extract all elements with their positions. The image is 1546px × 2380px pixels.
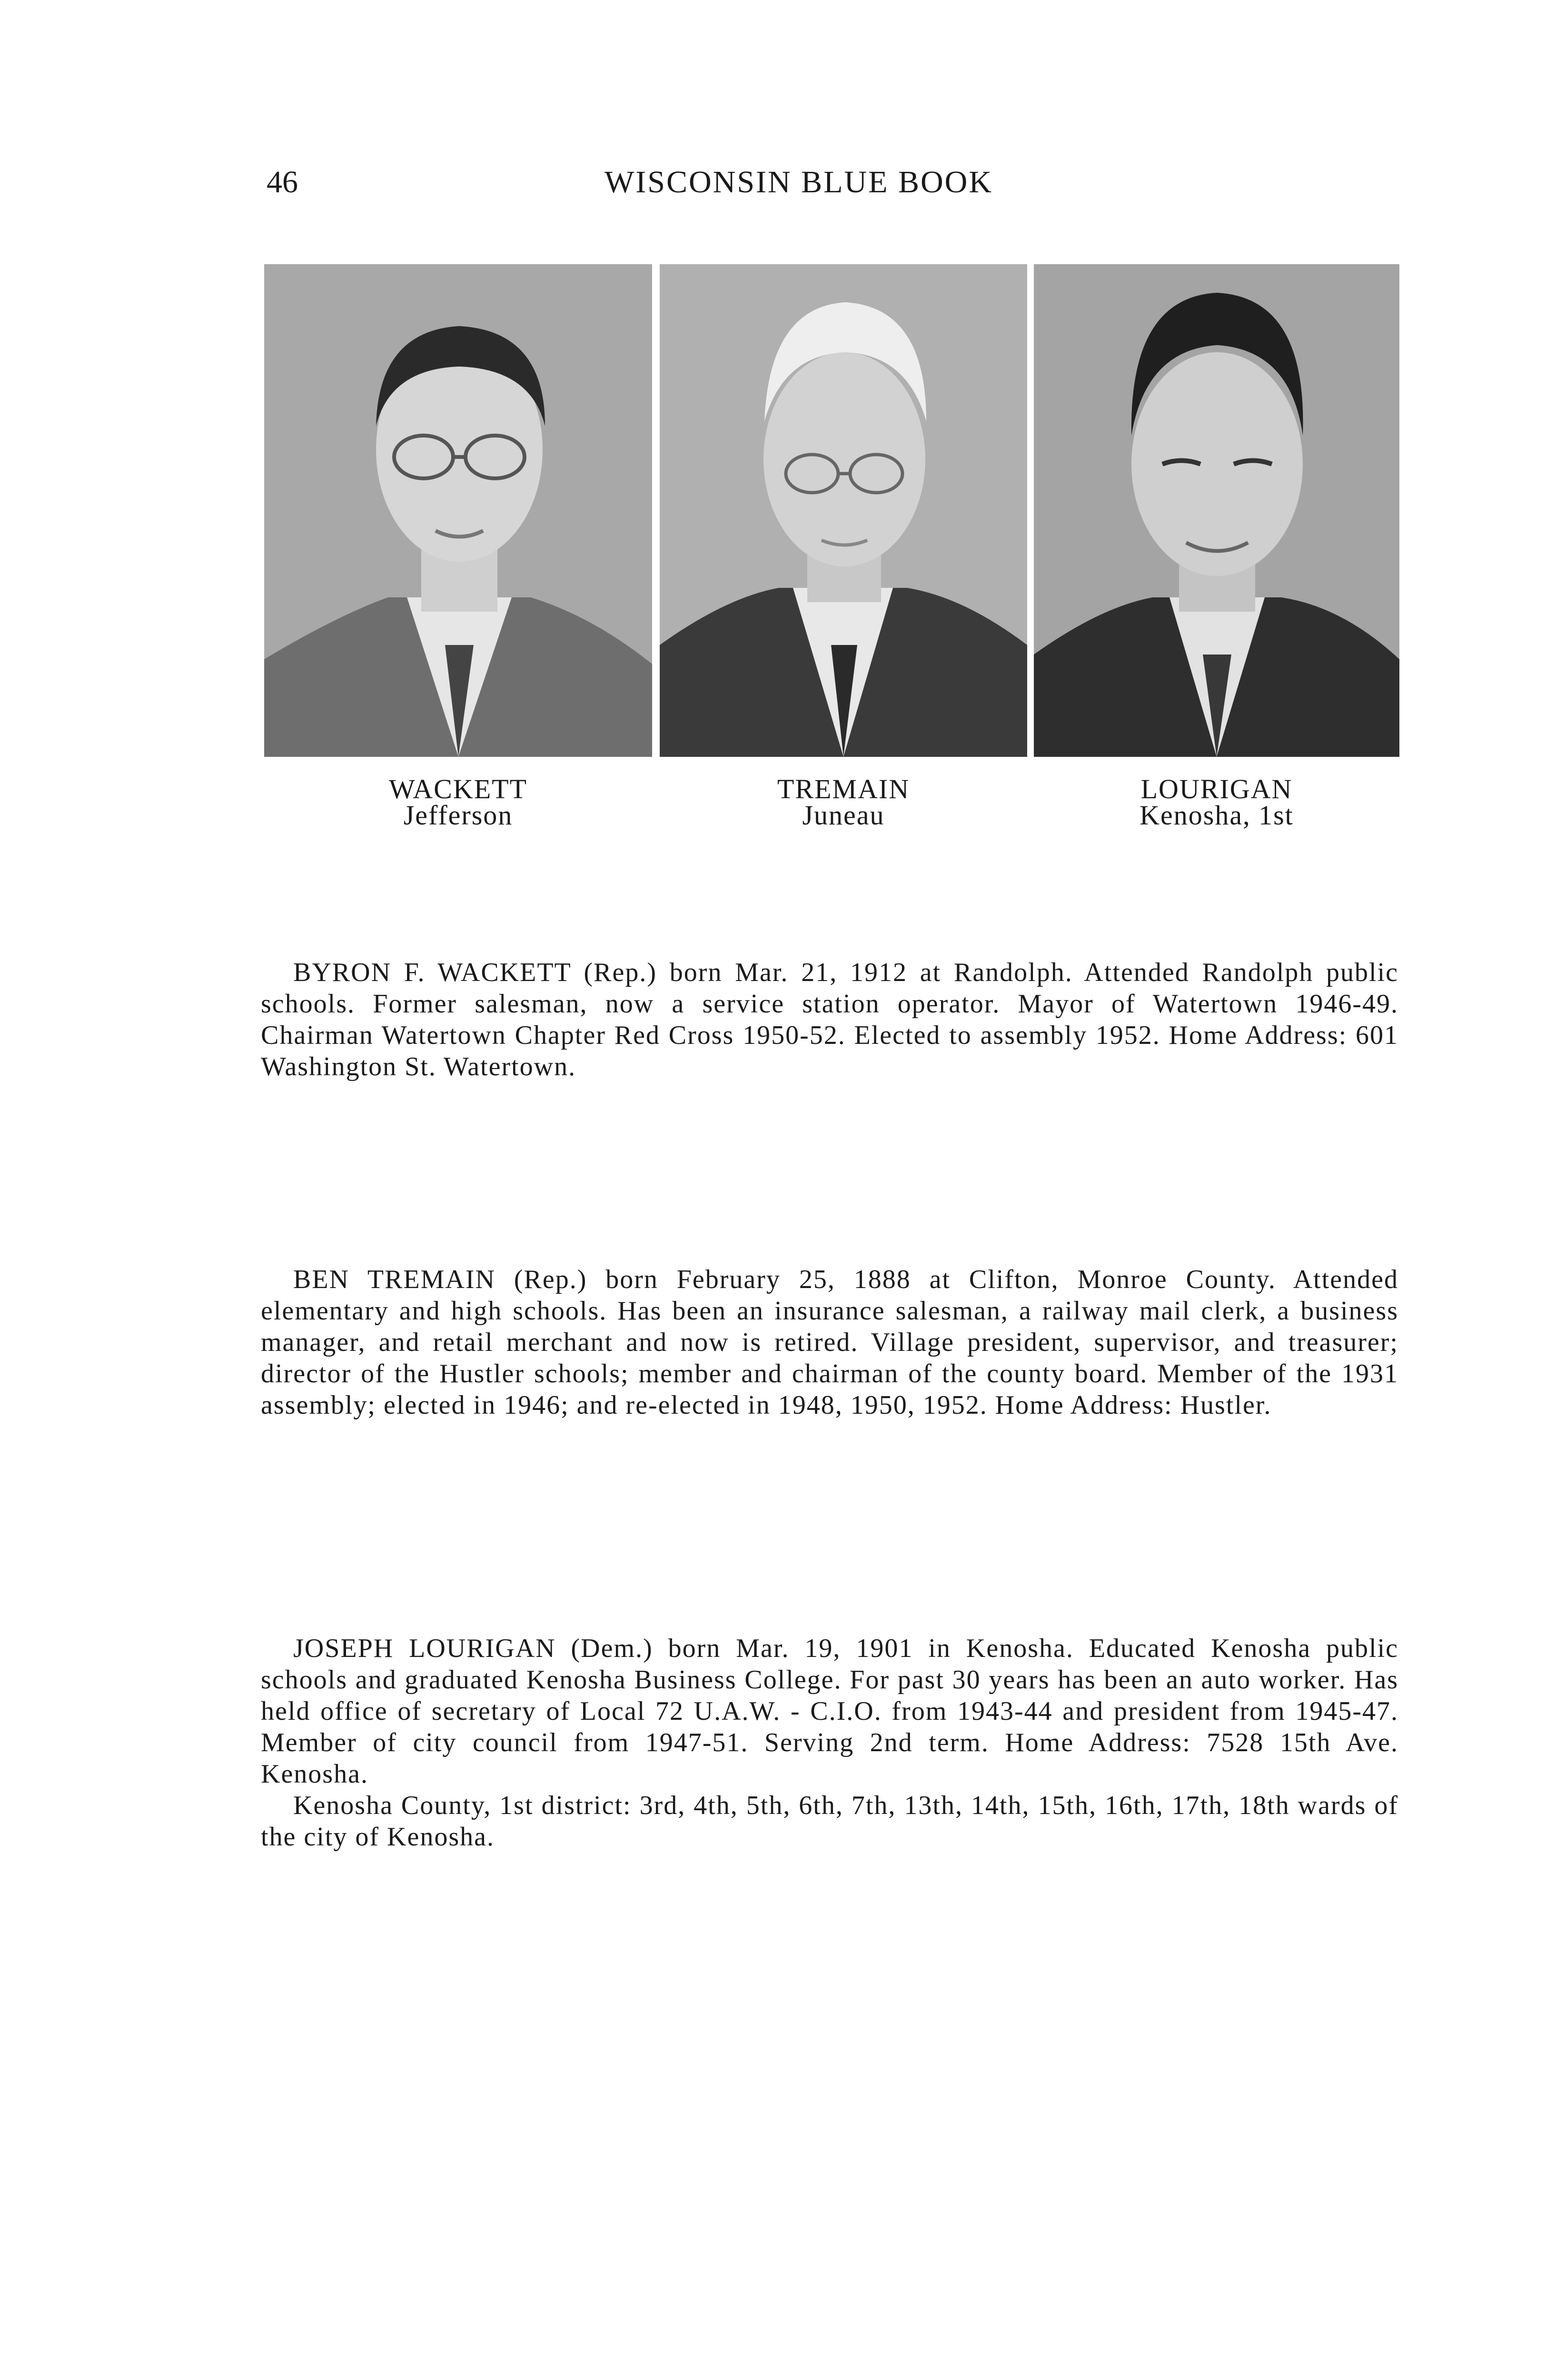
portrait-lourigan bbox=[1034, 264, 1399, 757]
caption-name: TREMAIN bbox=[777, 774, 910, 804]
caption-district: Juneau bbox=[802, 800, 885, 831]
caption-district: Kenosha, 1st bbox=[1140, 800, 1294, 831]
caption-lourigan bbox=[1034, 774, 1399, 831]
portrait-tremain bbox=[660, 264, 1027, 757]
bio-tremain bbox=[261, 1264, 1398, 1421]
bio-paragraph: BEN TREMAIN (Rep.) born February 25, 1888 at Clifton, Monroe County. Attended elementary and high schools. Has been an insurance salesman, a railway mail clerk, a business manager, and retail merchant and now is retired. Village president, supervisor, and treasurer; director of the Hustler schools; member and chairman of the county board. Member of the 1931 assembly; elected in 1946; and re-elected in 1948, 1950, 1952. Home Address: Hustler. bbox=[261, 1265, 1398, 1420]
caption-wackett bbox=[264, 774, 652, 831]
caption-name: LOURIGAN bbox=[1140, 774, 1293, 804]
caption-tremain bbox=[660, 774, 1027, 831]
bio-wackett bbox=[261, 957, 1398, 1082]
district-note: Kenosha County, 1st district: 3rd, 4th, 5th, 6th, 7th, 13th, 14th, 15th, 16th, 17th, 18th wards of the city of Kenosha. bbox=[261, 1791, 1398, 1852]
caption-name: WACKETT bbox=[388, 774, 528, 804]
running-head: WISCONSIN BLUE BOOK bbox=[605, 165, 993, 199]
bio-paragraph: BYRON F. WACKETT (Rep.) born Mar. 21, 1912 at Randolph. Attended Randolph public schools. Former salesman, now a service station operator. Mayor of Watertown 1946-49. Chairman Watertown Chapter Red Cross 1950-52. Elected to assembly 1952. Home Address: 601 Washington St. Watertown. bbox=[261, 958, 1398, 1081]
portrait-wackett bbox=[264, 264, 652, 757]
bio-paragraph: JOSEPH LOURIGAN (Dem.) born Mar. 19, 1901 in Kenosha. Educated Kenosha public schools and graduated Kenosha Business College. For past 30 years has been an auto worker. Has held office of secretary of Local 72 U.A.W. - C.I.O. from 1943-44 and president from 1945-47. Member of city council from 1947-51. Serving 2nd term. Home Address: 7528 15th Ave. Kenosha. bbox=[261, 1634, 1398, 1789]
bio-lourigan bbox=[261, 1633, 1398, 1853]
page-number: 46 bbox=[267, 165, 298, 199]
caption-district: Jefferson bbox=[403, 800, 513, 831]
